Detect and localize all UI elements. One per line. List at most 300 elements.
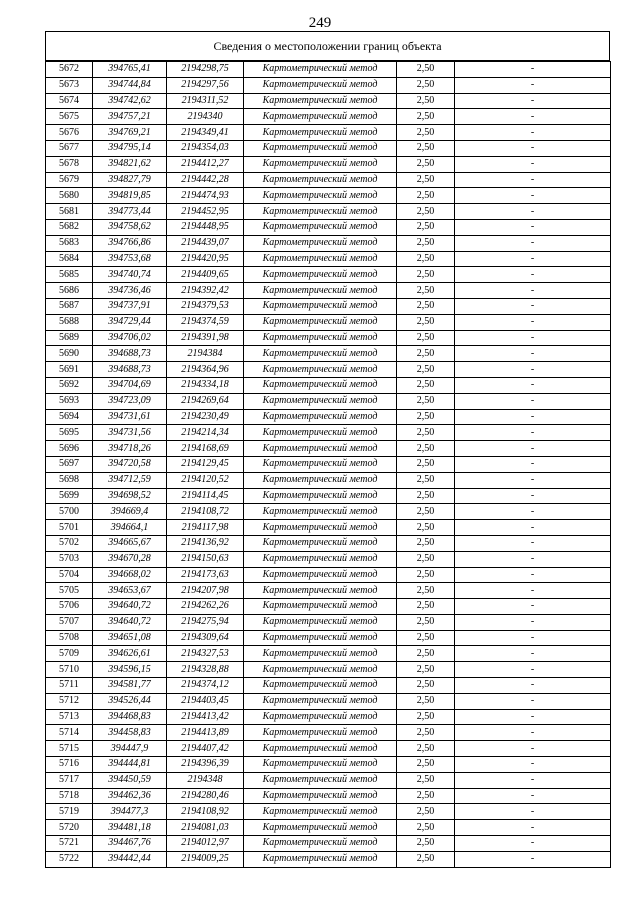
method-cell: Картометрический метод [244, 267, 397, 283]
method-cell: Картометрический метод [244, 251, 397, 267]
point-number-cell: 5693 [46, 393, 93, 409]
accuracy-cell: 2,50 [397, 393, 455, 409]
y-coordinate-cell: 2194230,49 [167, 409, 244, 425]
y-coordinate-cell: 2194364,96 [167, 362, 244, 378]
table-row [46, 219, 611, 235]
description-cell: - [455, 772, 611, 788]
method-cell: Картометрический метод [244, 488, 397, 504]
point-number-cell: 5716 [46, 757, 93, 773]
table-row [46, 456, 611, 472]
accuracy-cell: 2,50 [397, 836, 455, 852]
x-coordinate-cell: 394458,83 [93, 725, 167, 741]
method-cell: Картометрический метод [244, 725, 397, 741]
description-cell: - [455, 267, 611, 283]
accuracy-cell: 2,50 [397, 709, 455, 725]
description-cell: - [455, 77, 611, 93]
y-coordinate-cell: 2194340 [167, 109, 244, 125]
y-coordinate-cell: 2194297,56 [167, 77, 244, 93]
table-title: Сведения о местоположении границ объекта [45, 31, 610, 61]
accuracy-cell: 2,50 [397, 377, 455, 393]
accuracy-cell: 2,50 [397, 109, 455, 125]
point-number-cell: 5695 [46, 425, 93, 441]
y-coordinate-cell: 2194384 [167, 346, 244, 362]
description-cell: - [455, 788, 611, 804]
x-coordinate-cell: 394740,74 [93, 267, 167, 283]
x-coordinate-cell: 394447,9 [93, 741, 167, 757]
point-number-cell: 5715 [46, 741, 93, 757]
table-row [46, 140, 611, 156]
method-cell: Картометрический метод [244, 757, 397, 773]
method-cell: Картометрический метод [244, 346, 397, 362]
point-number-cell: 5688 [46, 314, 93, 330]
y-coordinate-cell: 2194327,53 [167, 646, 244, 662]
table-row [46, 836, 611, 852]
table-row [46, 488, 611, 504]
method-cell: Картометрический метод [244, 409, 397, 425]
method-cell: Картометрический метод [244, 788, 397, 804]
y-coordinate-cell: 2194108,72 [167, 504, 244, 520]
method-cell: Картометрический метод [244, 235, 397, 251]
method-cell: Картометрический метод [244, 804, 397, 820]
method-cell: Картометрический метод [244, 567, 397, 583]
boundary-points-table [45, 61, 611, 868]
point-number-cell: 5706 [46, 599, 93, 615]
description-cell: - [455, 614, 611, 630]
description-cell: - [455, 709, 611, 725]
accuracy-cell: 2,50 [397, 851, 455, 867]
description-cell: - [455, 125, 611, 141]
accuracy-cell: 2,50 [397, 314, 455, 330]
x-coordinate-cell: 394723,09 [93, 393, 167, 409]
table-row [46, 662, 611, 678]
y-coordinate-cell: 2194407,42 [167, 741, 244, 757]
y-coordinate-cell: 2194379,53 [167, 298, 244, 314]
x-coordinate-cell: 394731,61 [93, 409, 167, 425]
description-cell: - [455, 551, 611, 567]
point-number-cell: 5696 [46, 441, 93, 457]
point-number-cell: 5687 [46, 298, 93, 314]
table-row [46, 741, 611, 757]
table-row [46, 851, 611, 867]
x-coordinate-cell: 394651,08 [93, 630, 167, 646]
x-coordinate-cell: 394670,28 [93, 551, 167, 567]
accuracy-cell: 2,50 [397, 614, 455, 630]
accuracy-cell: 2,50 [397, 583, 455, 599]
point-number-cell: 5692 [46, 377, 93, 393]
method-cell: Картометрический метод [244, 772, 397, 788]
description-cell: - [455, 520, 611, 536]
point-number-cell: 5710 [46, 662, 93, 678]
y-coordinate-cell: 2194298,75 [167, 62, 244, 78]
y-coordinate-cell: 2194214,34 [167, 425, 244, 441]
y-coordinate-cell: 2194403,45 [167, 693, 244, 709]
x-coordinate-cell: 394731,56 [93, 425, 167, 441]
x-coordinate-cell: 394467,76 [93, 836, 167, 852]
x-coordinate-cell: 394442,44 [93, 851, 167, 867]
description-cell: - [455, 504, 611, 520]
y-coordinate-cell: 2194448,95 [167, 219, 244, 235]
accuracy-cell: 2,50 [397, 472, 455, 488]
description-cell: - [455, 298, 611, 314]
description-cell: - [455, 377, 611, 393]
accuracy-cell: 2,50 [397, 204, 455, 220]
table-row [46, 630, 611, 646]
point-number-cell: 5719 [46, 804, 93, 820]
description-cell: - [455, 836, 611, 852]
table-row [46, 425, 611, 441]
method-cell: Картометрический метод [244, 298, 397, 314]
accuracy-cell: 2,50 [397, 77, 455, 93]
description-cell: - [455, 62, 611, 78]
y-coordinate-cell: 2194328,88 [167, 662, 244, 678]
method-cell: Картометрический метод [244, 709, 397, 725]
y-coordinate-cell: 2194012,97 [167, 836, 244, 852]
x-coordinate-cell: 394753,68 [93, 251, 167, 267]
description-cell: - [455, 140, 611, 156]
point-number-cell: 5684 [46, 251, 93, 267]
table-row [46, 362, 611, 378]
x-coordinate-cell: 394653,67 [93, 583, 167, 599]
x-coordinate-cell: 394744,84 [93, 77, 167, 93]
x-coordinate-cell: 394742,62 [93, 93, 167, 109]
accuracy-cell: 2,50 [397, 235, 455, 251]
table-row [46, 709, 611, 725]
x-coordinate-cell: 394706,02 [93, 330, 167, 346]
method-cell: Картометрический метод [244, 425, 397, 441]
y-coordinate-cell: 2194392,42 [167, 283, 244, 299]
method-cell: Картометрический метод [244, 441, 397, 457]
description-cell: - [455, 630, 611, 646]
point-number-cell: 5714 [46, 725, 93, 741]
method-cell: Картометрический метод [244, 456, 397, 472]
method-cell: Картометрический метод [244, 219, 397, 235]
point-number-cell: 5709 [46, 646, 93, 662]
table-row [46, 109, 611, 125]
y-coordinate-cell: 2194262,26 [167, 599, 244, 615]
point-number-cell: 5712 [46, 693, 93, 709]
table-row [46, 757, 611, 773]
table-row [46, 393, 611, 409]
x-coordinate-cell: 394640,72 [93, 614, 167, 630]
y-coordinate-cell: 2194275,94 [167, 614, 244, 630]
y-coordinate-cell: 2194311,52 [167, 93, 244, 109]
x-coordinate-cell: 394450,59 [93, 772, 167, 788]
y-coordinate-cell: 2194207,98 [167, 583, 244, 599]
method-cell: Картометрический метод [244, 156, 397, 172]
y-coordinate-cell: 2194120,52 [167, 472, 244, 488]
point-number-cell: 5699 [46, 488, 93, 504]
description-cell: - [455, 472, 611, 488]
x-coordinate-cell: 394827,79 [93, 172, 167, 188]
method-cell: Картометрический метод [244, 836, 397, 852]
table-row [46, 535, 611, 551]
y-coordinate-cell: 2194129,45 [167, 456, 244, 472]
point-number-cell: 5678 [46, 156, 93, 172]
description-cell: - [455, 314, 611, 330]
accuracy-cell: 2,50 [397, 188, 455, 204]
table-row [46, 156, 611, 172]
y-coordinate-cell: 2194348 [167, 772, 244, 788]
y-coordinate-cell: 2194117,98 [167, 520, 244, 536]
point-number-cell: 5703 [46, 551, 93, 567]
x-coordinate-cell: 394757,21 [93, 109, 167, 125]
description-cell: - [455, 219, 611, 235]
point-number-cell: 5708 [46, 630, 93, 646]
table-row [46, 314, 611, 330]
table-row [46, 441, 611, 457]
x-coordinate-cell: 394720,58 [93, 456, 167, 472]
description-cell: - [455, 425, 611, 441]
accuracy-cell: 2,50 [397, 741, 455, 757]
description-cell: - [455, 156, 611, 172]
x-coordinate-cell: 394769,21 [93, 125, 167, 141]
table-row [46, 251, 611, 267]
point-number-cell: 5681 [46, 204, 93, 220]
point-number-cell: 5679 [46, 172, 93, 188]
x-coordinate-cell: 394765,41 [93, 62, 167, 78]
accuracy-cell: 2,50 [397, 62, 455, 78]
description-cell: - [455, 204, 611, 220]
description-cell: - [455, 741, 611, 757]
table-row [46, 346, 611, 362]
y-coordinate-cell: 2194309,64 [167, 630, 244, 646]
method-cell: Картометрический метод [244, 520, 397, 536]
table-row [46, 172, 611, 188]
description-cell: - [455, 93, 611, 109]
x-coordinate-cell: 394688,73 [93, 362, 167, 378]
description-cell: - [455, 662, 611, 678]
table-row [46, 93, 611, 109]
y-coordinate-cell: 2194391,98 [167, 330, 244, 346]
method-cell: Картометрический метод [244, 77, 397, 93]
description-cell: - [455, 330, 611, 346]
method-cell: Картометрический метод [244, 62, 397, 78]
y-coordinate-cell: 2194081,03 [167, 820, 244, 836]
point-number-cell: 5705 [46, 583, 93, 599]
point-number-cell: 5672 [46, 62, 93, 78]
accuracy-cell: 2,50 [397, 156, 455, 172]
accuracy-cell: 2,50 [397, 535, 455, 551]
point-number-cell: 5680 [46, 188, 93, 204]
method-cell: Картометрический метод [244, 820, 397, 836]
method-cell: Картометрический метод [244, 535, 397, 551]
method-cell: Картометрический метод [244, 393, 397, 409]
description-cell: - [455, 188, 611, 204]
table-row [46, 330, 611, 346]
table-row [46, 820, 611, 836]
y-coordinate-cell: 2194374,12 [167, 678, 244, 694]
y-coordinate-cell: 2194474,93 [167, 188, 244, 204]
table-row [46, 504, 611, 520]
y-coordinate-cell: 2194396,39 [167, 757, 244, 773]
accuracy-cell: 2,50 [397, 646, 455, 662]
table-row [46, 567, 611, 583]
description-cell: - [455, 725, 611, 741]
accuracy-cell: 2,50 [397, 267, 455, 283]
x-coordinate-cell: 394462,36 [93, 788, 167, 804]
description-cell: - [455, 820, 611, 836]
x-coordinate-cell: 394664,1 [93, 520, 167, 536]
method-cell: Картометрический метод [244, 472, 397, 488]
x-coordinate-cell: 394821,62 [93, 156, 167, 172]
x-coordinate-cell: 394737,91 [93, 298, 167, 314]
point-number-cell: 5690 [46, 346, 93, 362]
point-number-cell: 5721 [46, 836, 93, 852]
description-cell: - [455, 393, 611, 409]
accuracy-cell: 2,50 [397, 788, 455, 804]
method-cell: Картометрический метод [244, 204, 397, 220]
point-number-cell: 5711 [46, 678, 93, 694]
table-row [46, 772, 611, 788]
method-cell: Картометрический метод [244, 646, 397, 662]
accuracy-cell: 2,50 [397, 551, 455, 567]
table-row [46, 267, 611, 283]
point-number-cell: 5675 [46, 109, 93, 125]
description-cell: - [455, 362, 611, 378]
x-coordinate-cell: 394729,44 [93, 314, 167, 330]
table-row [46, 520, 611, 536]
x-coordinate-cell: 394766,86 [93, 235, 167, 251]
y-coordinate-cell: 2194009,25 [167, 851, 244, 867]
x-coordinate-cell: 394640,72 [93, 599, 167, 615]
x-coordinate-cell: 394819,85 [93, 188, 167, 204]
accuracy-cell: 2,50 [397, 298, 455, 314]
point-number-cell: 5698 [46, 472, 93, 488]
method-cell: Картометрический метод [244, 741, 397, 757]
table-row [46, 188, 611, 204]
y-coordinate-cell: 2194269,64 [167, 393, 244, 409]
description-cell: - [455, 172, 611, 188]
method-cell: Картометрический метод [244, 172, 397, 188]
x-coordinate-cell: 394669,4 [93, 504, 167, 520]
y-coordinate-cell: 2194108,92 [167, 804, 244, 820]
y-coordinate-cell: 2194442,28 [167, 172, 244, 188]
accuracy-cell: 2,50 [397, 330, 455, 346]
y-coordinate-cell: 2194452,95 [167, 204, 244, 220]
accuracy-cell: 2,50 [397, 125, 455, 141]
method-cell: Картометрический метод [244, 504, 397, 520]
table-row [46, 298, 611, 314]
accuracy-cell: 2,50 [397, 362, 455, 378]
x-coordinate-cell: 394704,69 [93, 377, 167, 393]
accuracy-cell: 2,50 [397, 140, 455, 156]
table-body [46, 62, 611, 868]
point-number-cell: 5691 [46, 362, 93, 378]
y-coordinate-cell: 2194413,42 [167, 709, 244, 725]
table-row [46, 204, 611, 220]
x-coordinate-cell: 394596,15 [93, 662, 167, 678]
description-cell: - [455, 441, 611, 457]
description-cell: - [455, 804, 611, 820]
accuracy-cell: 2,50 [397, 567, 455, 583]
accuracy-cell: 2,50 [397, 456, 455, 472]
y-coordinate-cell: 2194114,45 [167, 488, 244, 504]
description-cell: - [455, 599, 611, 615]
method-cell: Картометрический метод [244, 693, 397, 709]
method-cell: Картометрический метод [244, 630, 397, 646]
accuracy-cell: 2,50 [397, 804, 455, 820]
y-coordinate-cell: 2194280,46 [167, 788, 244, 804]
point-number-cell: 5720 [46, 820, 93, 836]
accuracy-cell: 2,50 [397, 488, 455, 504]
y-coordinate-cell: 2194374,59 [167, 314, 244, 330]
y-coordinate-cell: 2194334,18 [167, 377, 244, 393]
method-cell: Картометрический метод [244, 109, 397, 125]
accuracy-cell: 2,50 [397, 520, 455, 536]
accuracy-cell: 2,50 [397, 219, 455, 235]
accuracy-cell: 2,50 [397, 425, 455, 441]
point-number-cell: 5686 [46, 283, 93, 299]
table-row [46, 599, 611, 615]
table-row [46, 614, 611, 630]
y-coordinate-cell: 2194413,89 [167, 725, 244, 741]
x-coordinate-cell: 394758,62 [93, 219, 167, 235]
accuracy-cell: 2,50 [397, 757, 455, 773]
accuracy-cell: 2,50 [397, 172, 455, 188]
y-coordinate-cell: 2194412,27 [167, 156, 244, 172]
accuracy-cell: 2,50 [397, 346, 455, 362]
method-cell: Картометрический метод [244, 93, 397, 109]
accuracy-cell: 2,50 [397, 662, 455, 678]
point-number-cell: 5722 [46, 851, 93, 867]
method-cell: Картометрический метод [244, 614, 397, 630]
accuracy-cell: 2,50 [397, 630, 455, 646]
table-row [46, 804, 611, 820]
method-cell: Картометрический метод [244, 377, 397, 393]
description-cell: - [455, 488, 611, 504]
point-number-cell: 5697 [46, 456, 93, 472]
accuracy-cell: 2,50 [397, 441, 455, 457]
description-cell: - [455, 851, 611, 867]
table-row [46, 788, 611, 804]
x-coordinate-cell: 394712,59 [93, 472, 167, 488]
description-cell: - [455, 678, 611, 694]
description-cell: - [455, 283, 611, 299]
point-number-cell: 5676 [46, 125, 93, 141]
x-coordinate-cell: 394668,02 [93, 567, 167, 583]
method-cell: Картометрический метод [244, 851, 397, 867]
description-cell: - [455, 409, 611, 425]
x-coordinate-cell: 394665,67 [93, 535, 167, 551]
boundary-table-container [45, 31, 610, 868]
method-cell: Картометрический метод [244, 583, 397, 599]
method-cell: Картометрический метод [244, 599, 397, 615]
x-coordinate-cell: 394626,61 [93, 646, 167, 662]
method-cell: Картометрический метод [244, 125, 397, 141]
point-number-cell: 5700 [46, 504, 93, 520]
x-coordinate-cell: 394773,44 [93, 204, 167, 220]
y-coordinate-cell: 2194150,63 [167, 551, 244, 567]
y-coordinate-cell: 2194136,92 [167, 535, 244, 551]
y-coordinate-cell: 2194409,65 [167, 267, 244, 283]
method-cell: Картометрический метод [244, 662, 397, 678]
method-cell: Картометрический метод [244, 678, 397, 694]
description-cell: - [455, 251, 611, 267]
table-row [46, 725, 611, 741]
table-row [46, 377, 611, 393]
table-row [46, 409, 611, 425]
table-row [46, 646, 611, 662]
accuracy-cell: 2,50 [397, 283, 455, 299]
point-number-cell: 5717 [46, 772, 93, 788]
point-number-cell: 5704 [46, 567, 93, 583]
x-coordinate-cell: 394526,44 [93, 693, 167, 709]
y-coordinate-cell: 2194439,07 [167, 235, 244, 251]
x-coordinate-cell: 394736,46 [93, 283, 167, 299]
description-cell: - [455, 109, 611, 125]
accuracy-cell: 2,50 [397, 725, 455, 741]
y-coordinate-cell: 2194349,41 [167, 125, 244, 141]
